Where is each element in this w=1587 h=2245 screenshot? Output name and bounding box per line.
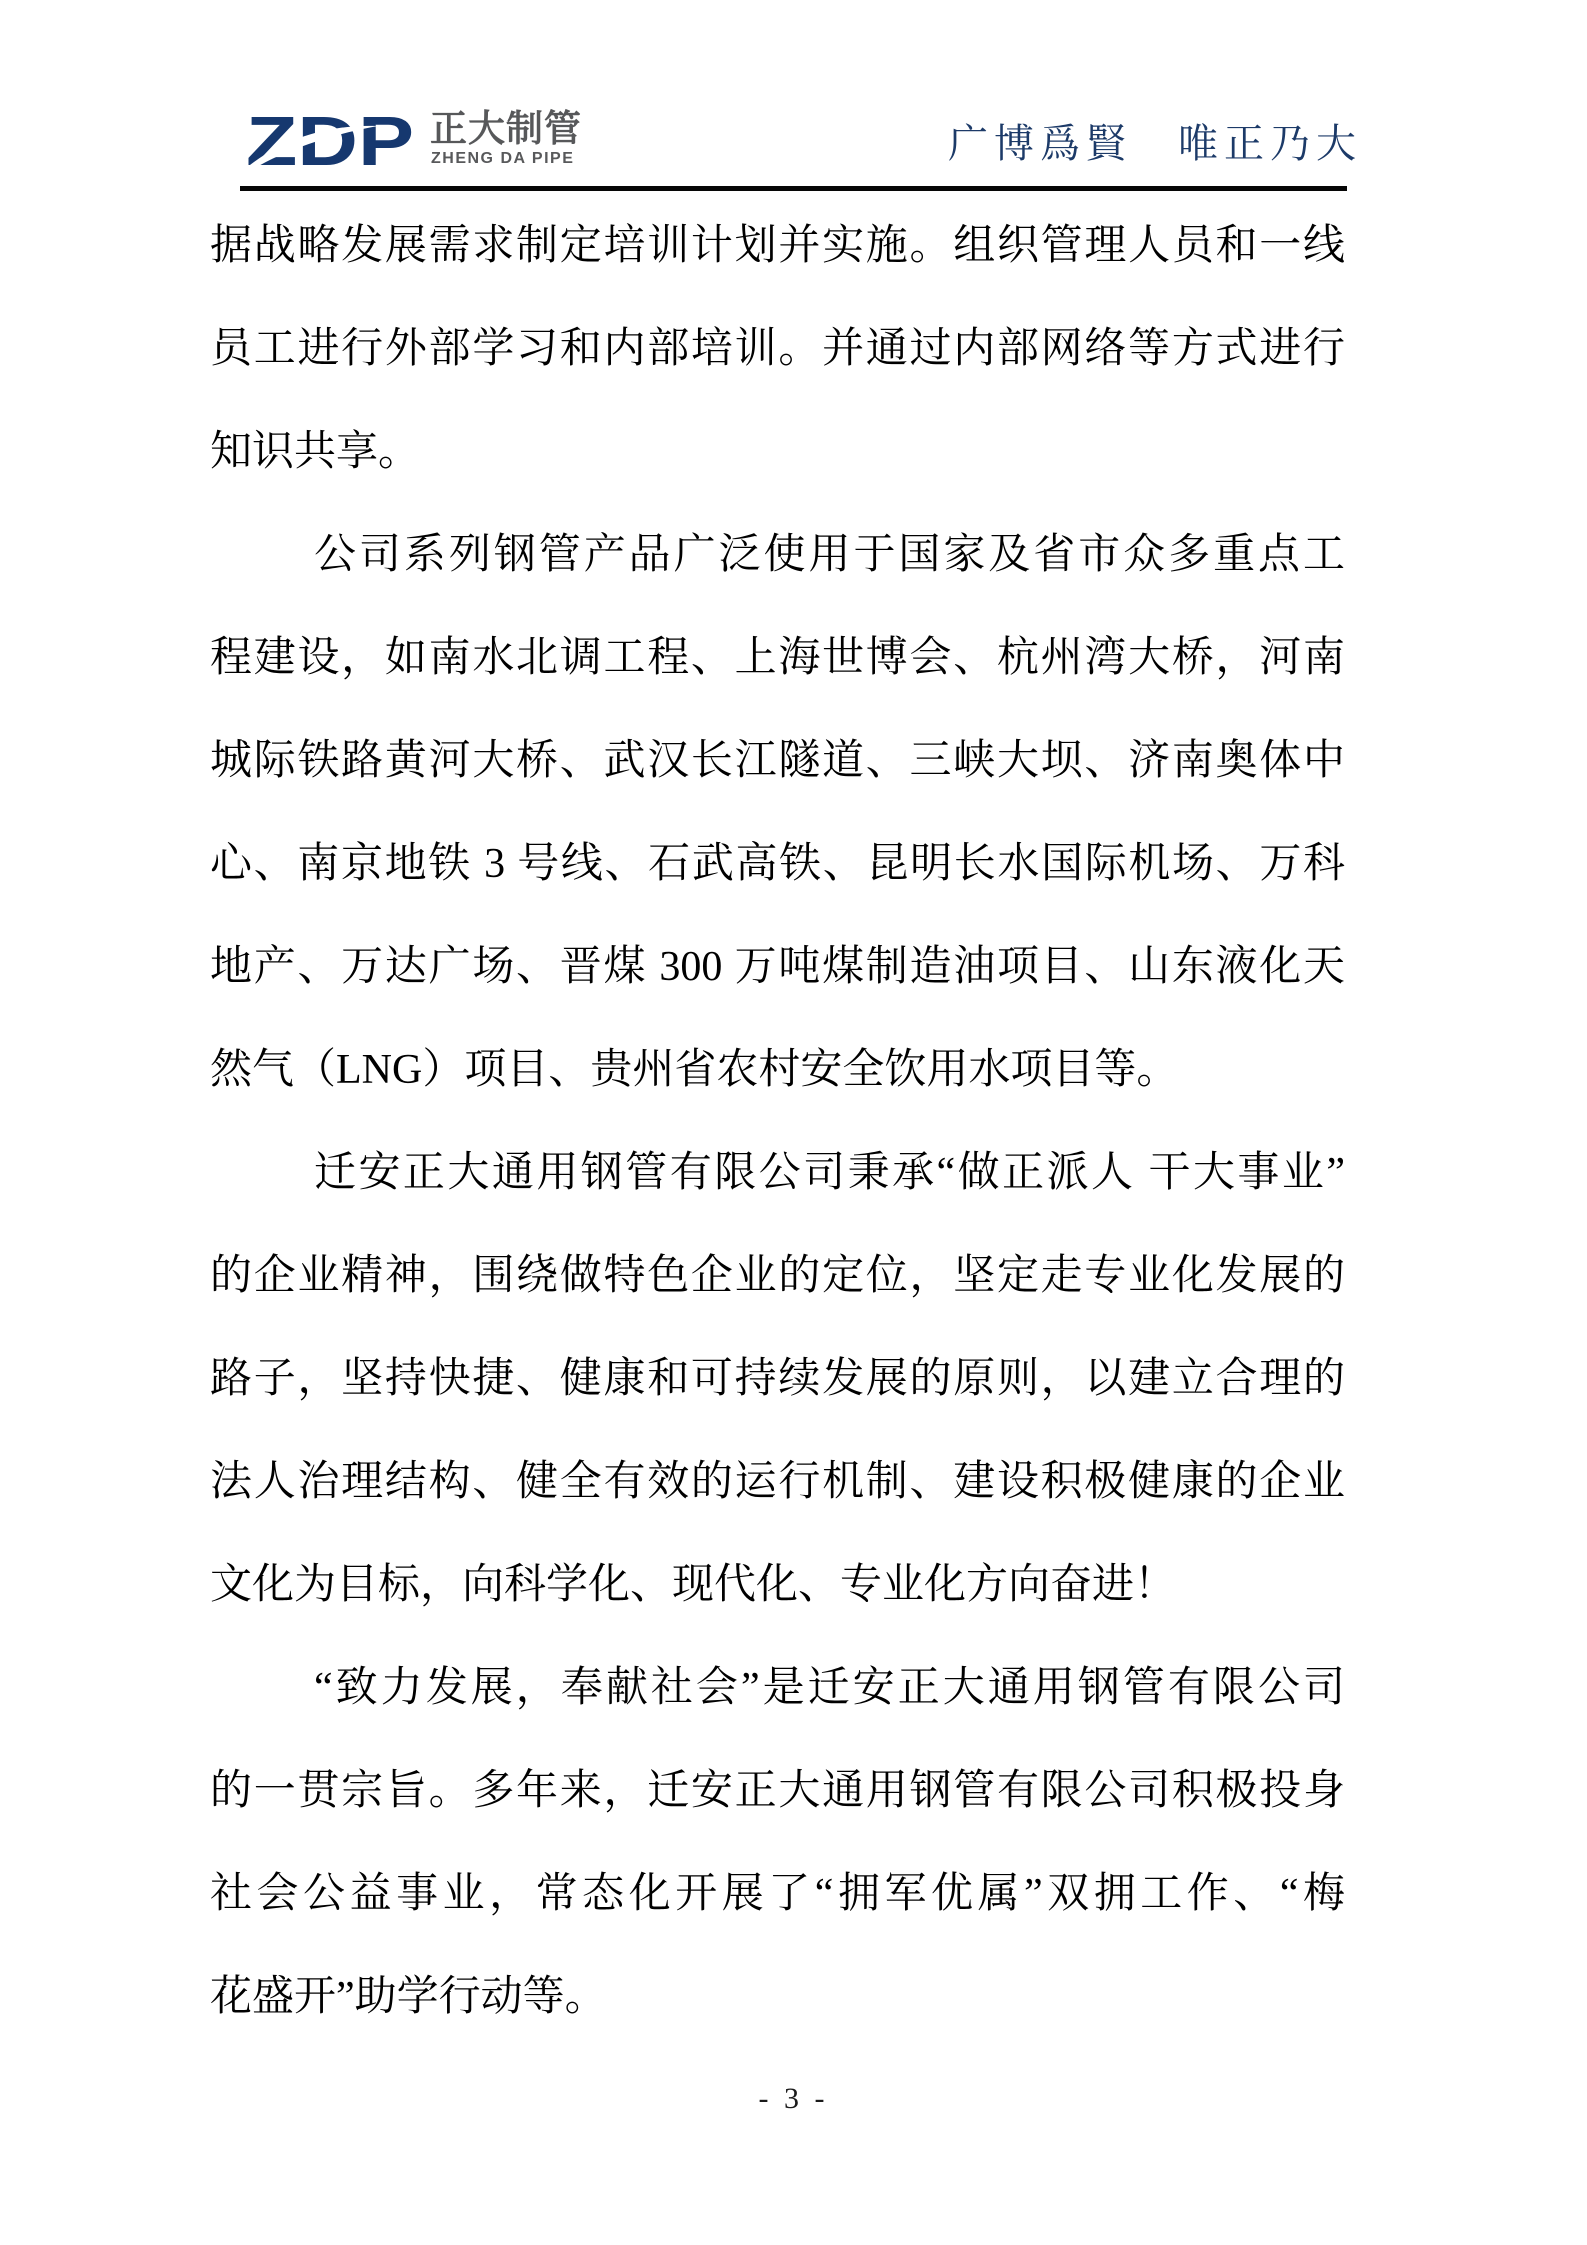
text-line: 心、南京地铁 3 号线、石武高铁、昆明长水国际机场、万科 <box>210 841 1345 887</box>
text-line: 公司系列钢管产品广泛使用于国家及省市众多重点工 <box>314 532 1345 578</box>
zdp-logo-text: ZDP <box>246 110 414 174</box>
paragraph-2 <box>210 504 1345 1122</box>
text-line: 的企业精神，围绕做特色企业的定位，坚定走专业化发展的 <box>210 1253 1345 1299</box>
zdp-logo-icon <box>246 110 426 174</box>
header-slogan: 广博爲賢 唯正乃大 <box>948 121 1362 166</box>
paragraph-3 <box>210 1122 1345 1637</box>
text-line: 文化为目标，向科学化、现代化、专业化方向奋进！ <box>210 1562 1177 1608</box>
text-line: 据战略发展需求制定培训计划并实施。组织管理人员和一线 <box>210 223 1345 269</box>
paragraph-1 <box>210 195 1345 504</box>
logo-company-name-en: ZHENG DA PIPE <box>431 150 575 167</box>
page-number: - 3 - <box>758 2082 829 2115</box>
logo-company-name-cn: 正大制管 <box>430 108 582 149</box>
paragraph-4 <box>210 1637 1345 2049</box>
text-line: 路子，坚持快捷、健康和可持续发展的原则，以建立合理的 <box>210 1356 1345 1402</box>
text-line: 知识共享。 <box>210 429 421 475</box>
text-line: 地产、万达广场、晋煤 300 万吨煤制造油项目、山东液化天 <box>210 944 1345 990</box>
text-line: “致力发展，奉献社会”是迁安正大通用钢管有限公司 <box>314 1665 1345 1711</box>
text-line: 花盛开”助学行动等。 <box>210 1974 607 2020</box>
text-line: 然气（LNG）项目、贵州省农村安全饮用水项目等。 <box>210 1047 1179 1093</box>
text-line: 城际铁路黄河大桥、武汉长江隧道、三峡大坝、济南奥体中 <box>210 738 1345 784</box>
text-line: 社会公益事业，常态化开展了“拥军优属”双拥工作、“梅 <box>210 1871 1345 1917</box>
text-line: 迁安正大通用钢管有限公司秉承“做正派人 干大事业” <box>314 1150 1345 1196</box>
text-line: 员工进行外部学习和内部培训。并通过内部网络等方式进行 <box>210 326 1345 372</box>
text-line: 程建设，如南水北调工程、上海世博会、杭州湾大桥，河南 <box>210 635 1345 681</box>
header-rule <box>240 186 1347 191</box>
document-content <box>210 195 1345 2049</box>
text-line: 法人治理结构、健全有效的运行机制、建设积极健康的企业 <box>210 1459 1345 1505</box>
text-line: 的一贯宗旨。多年来，迁安正大通用钢管有限公司积极投身 <box>210 1768 1345 1814</box>
